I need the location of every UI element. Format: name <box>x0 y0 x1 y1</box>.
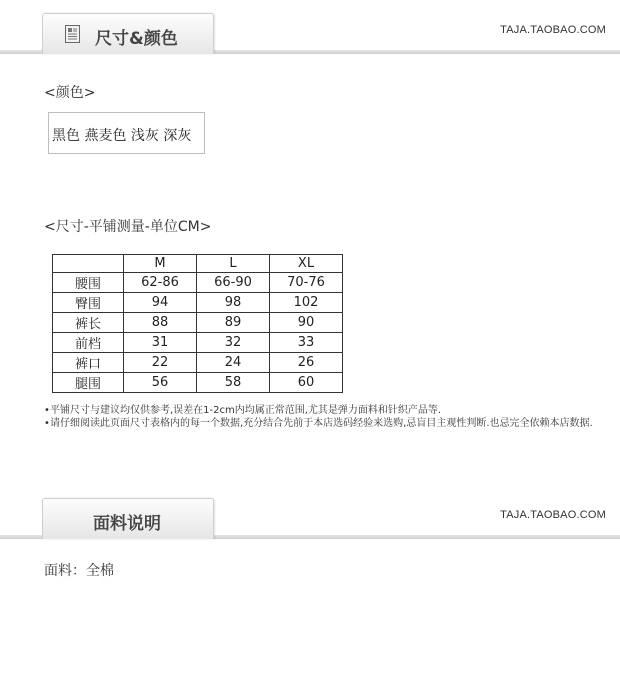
bullet-icon: • <box>44 405 50 416</box>
color-options: 黑色 燕麦色 浅灰 深灰 <box>52 128 192 144</box>
site-url: TAJA.TAOBAO.COM <box>500 24 606 36</box>
table-cell: 88 <box>124 313 197 333</box>
row-label: 前档 <box>53 333 124 353</box>
table-cell: 94 <box>124 293 197 313</box>
size-notes <box>44 404 604 430</box>
table-row <box>53 273 343 293</box>
table-cell: 26 <box>270 353 343 373</box>
row-label: 腿围 <box>53 373 124 393</box>
table-cell: 22 <box>124 353 197 373</box>
document-icon <box>65 25 80 43</box>
table-cell: 32 <box>197 333 270 353</box>
table-cell: 102 <box>270 293 343 313</box>
table-row <box>53 313 343 333</box>
table-cell: 60 <box>270 373 343 393</box>
table-cell: 70-76 <box>270 273 343 293</box>
table-header-cell: L <box>197 255 270 273</box>
section-tab <box>42 13 214 54</box>
table-row <box>53 333 343 353</box>
section-tab <box>42 498 214 539</box>
table-header-cell: M <box>124 255 197 273</box>
table-row <box>53 293 343 313</box>
size-heading: <尺寸-平铺测量-单位CM> <box>44 219 212 235</box>
section-title: 面料说明 <box>93 514 161 534</box>
table-row <box>53 373 343 393</box>
section-header-fabric <box>0 497 620 539</box>
row-label: 裤口 <box>53 353 124 373</box>
size-table <box>52 254 343 393</box>
table-header-cell: XL <box>270 255 343 273</box>
row-label: 臀围 <box>53 293 124 313</box>
table-cell: 66-90 <box>197 273 270 293</box>
note-item <box>44 404 604 417</box>
site-url: TAJA.TAOBAO.COM <box>500 509 606 521</box>
note-item <box>44 417 604 430</box>
table-header-row <box>53 255 343 273</box>
row-label: 裤长 <box>53 313 124 333</box>
table-cell: 90 <box>270 313 343 333</box>
table-cell: 56 <box>124 373 197 393</box>
section-header-size-color <box>0 12 620 54</box>
table-cell: 62-86 <box>124 273 197 293</box>
table-cell: 89 <box>197 313 270 333</box>
table-cell: 33 <box>270 333 343 353</box>
note-text: 平铺尺寸与建议均仅供参考,误差在1-2cm内均属正常范围,尤其是弹力面料和针织产品等. <box>50 405 442 416</box>
table-header-cell <box>53 255 124 273</box>
section-title: 尺寸&颜色 <box>95 29 178 49</box>
color-options-box <box>48 112 205 154</box>
fabric-description: 面料：全棉 <box>44 563 114 579</box>
table-row <box>53 353 343 373</box>
bullet-icon: • <box>44 418 50 429</box>
note-text: 请仔细阅读此页面尺寸表格内的每一个数据,充分结合先前于本店选码经验来选购,忌盲目主观性判断.也忌完全依赖本店数据. <box>50 418 593 429</box>
table-cell: 58 <box>197 373 270 393</box>
color-heading: <颜色> <box>44 85 96 101</box>
table-cell: 31 <box>124 333 197 353</box>
row-label: 腰围 <box>53 273 124 293</box>
table-cell: 24 <box>197 353 270 373</box>
table-cell: 98 <box>197 293 270 313</box>
